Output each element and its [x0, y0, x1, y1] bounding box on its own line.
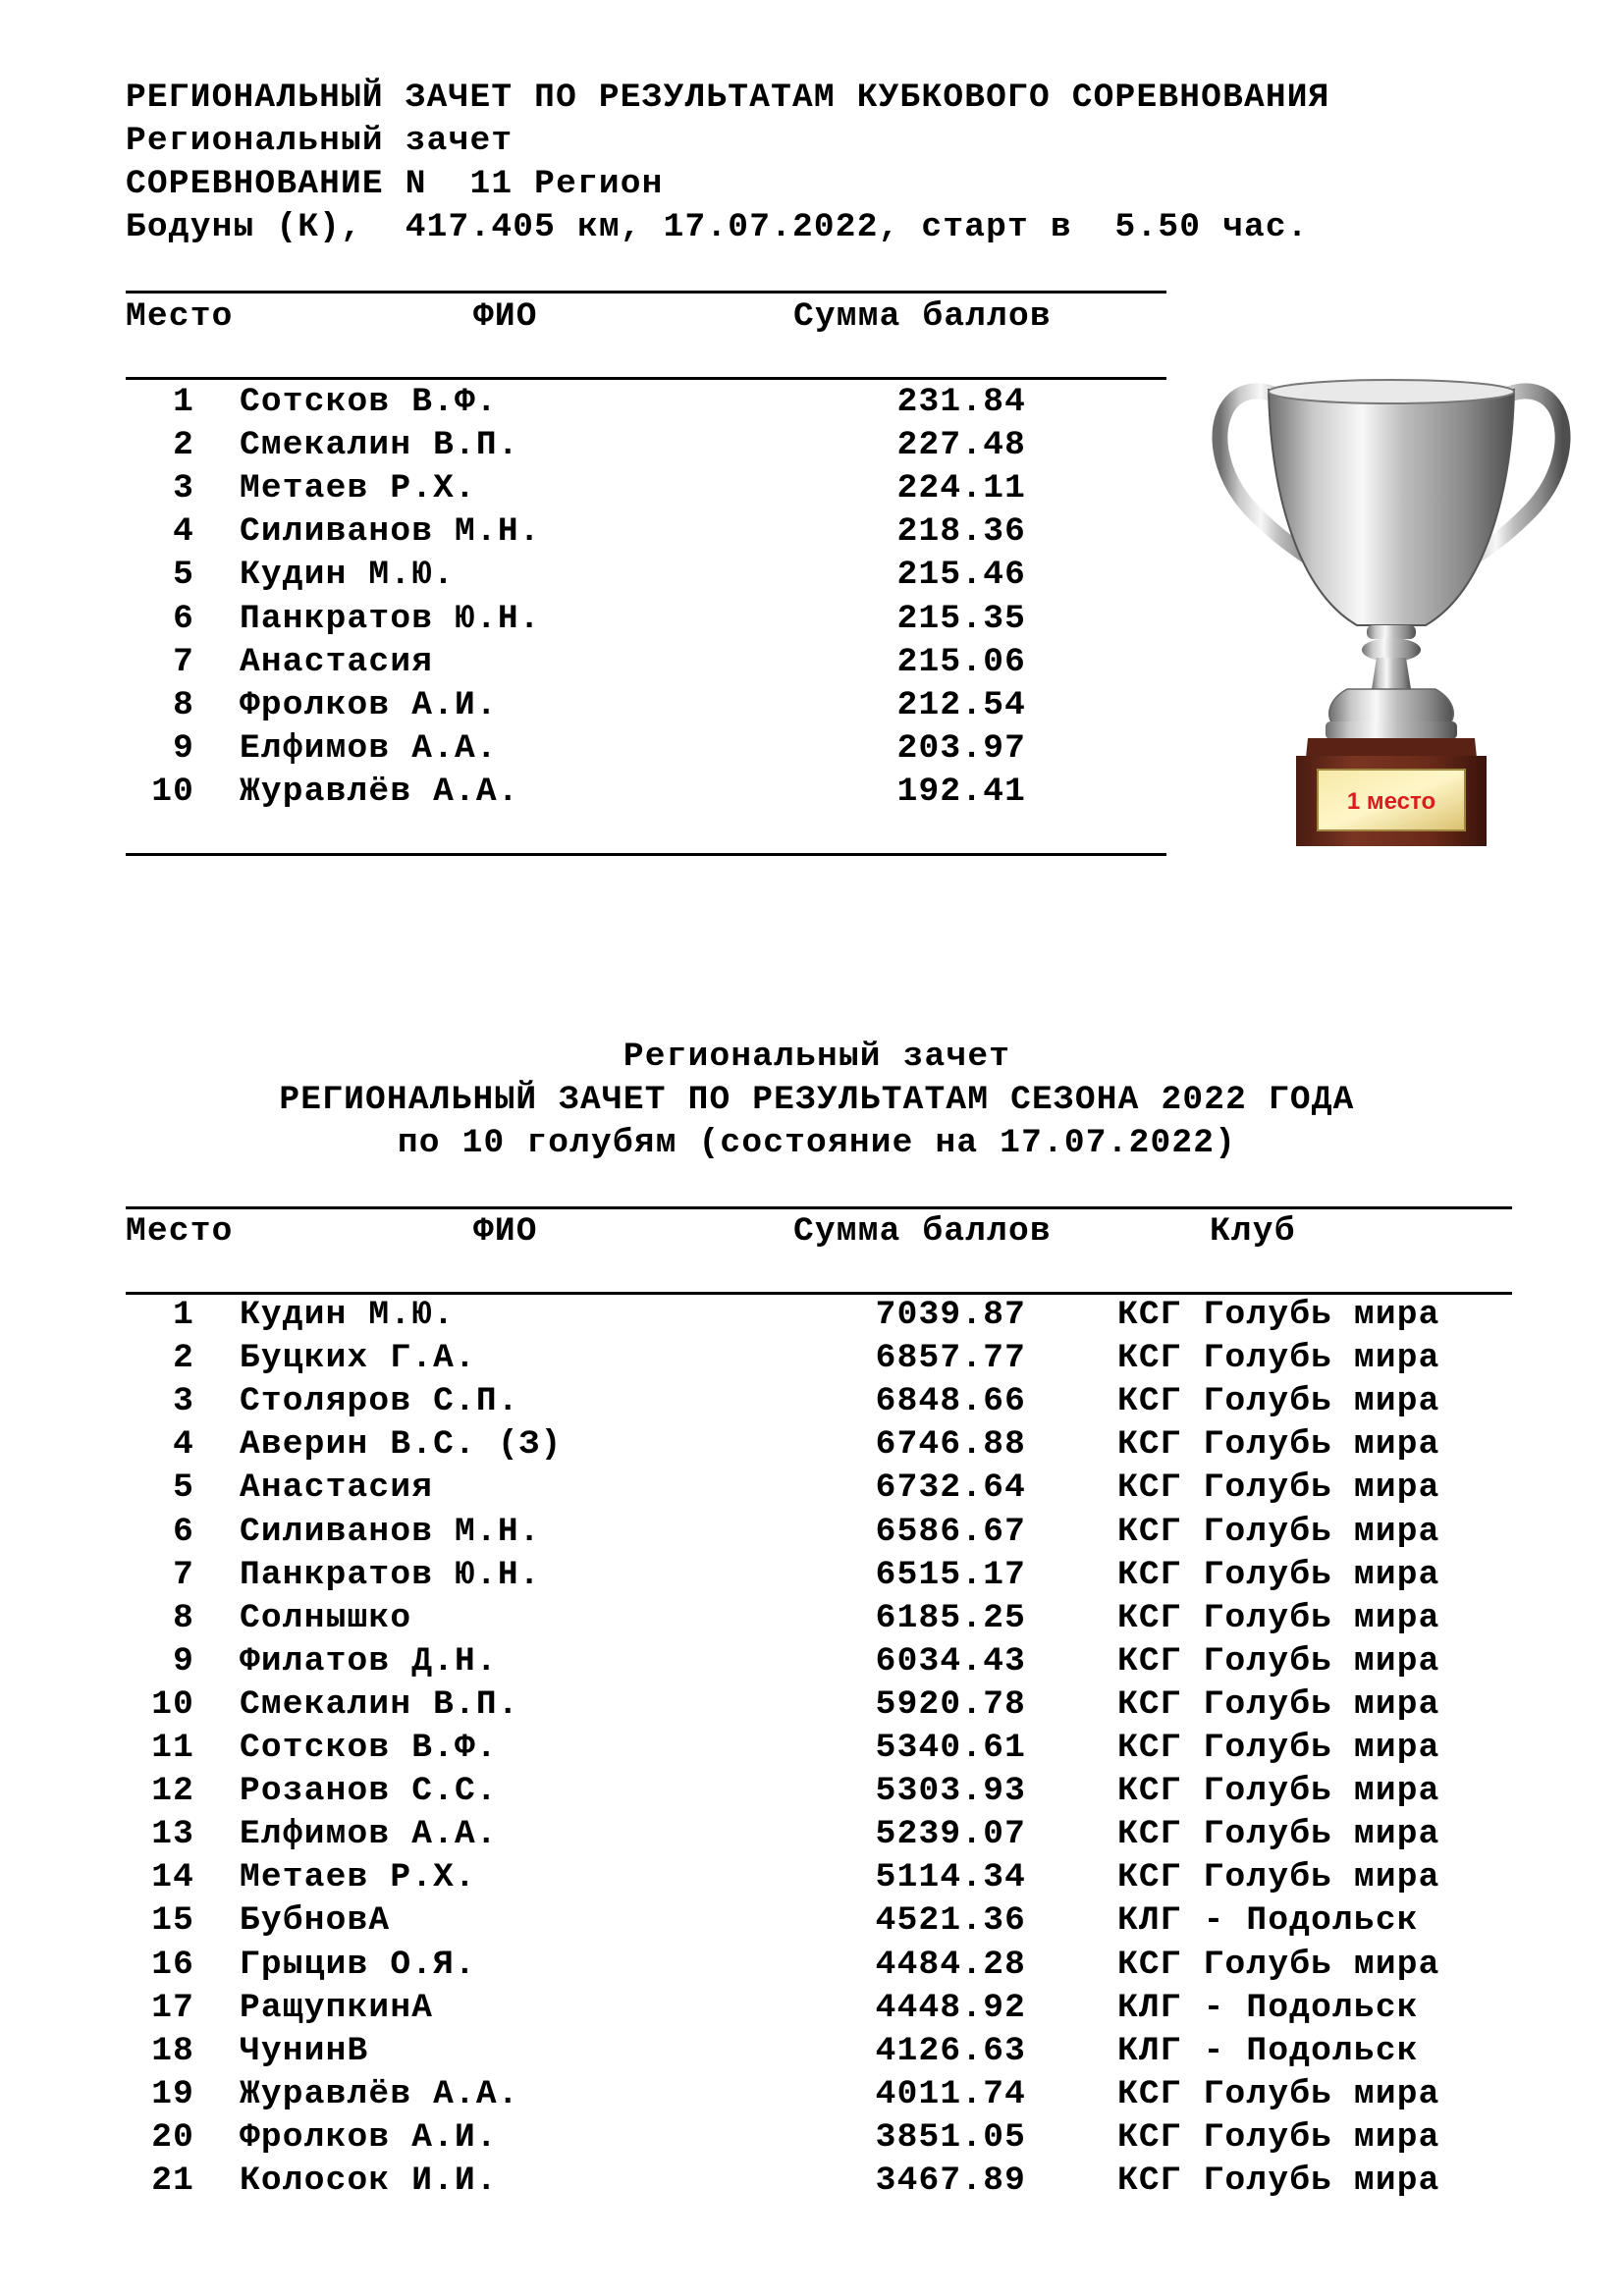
row-name: Силиванов М.Н. — [240, 1512, 541, 1551]
row-club: КСГ Голубь мира — [1117, 2162, 1440, 2200]
row-name: Сотсков В.Ф. — [240, 1729, 498, 1767]
row-name: Панкратов Ю.Н. — [240, 1555, 541, 1594]
table-row — [0, 1467, 1624, 1510]
row-place: 1 — [173, 1296, 194, 1334]
row-score: 6857.77 — [875, 1339, 1026, 1378]
table-top-rule — [126, 291, 1166, 294]
row-score: 218.36 — [896, 512, 1026, 552]
row-place: 4 — [173, 1425, 194, 1465]
row-name: Сотсков В.Ф. — [240, 383, 498, 421]
row-name: Метаев Р.Х. — [240, 469, 476, 508]
row-name: Филатов Д.Н. — [240, 1641, 498, 1681]
row-place: 18 — [151, 2031, 194, 2070]
row-score: 4448.92 — [875, 1988, 1026, 2027]
table-row — [0, 2116, 1624, 2160]
row-club: КСГ Голубь мира — [1117, 2074, 1440, 2113]
row-place: 1 — [173, 383, 194, 421]
competition-details: Бодуны (К), 417.405 км, 17.07.2022, старт в 5.50 час. — [126, 208, 1309, 246]
row-score: 4011.74 — [875, 2074, 1026, 2113]
row-score: 4126.63 — [875, 2031, 1026, 2070]
trophy-plate-label: 1 место — [1346, 788, 1436, 815]
row-club: КСГ Голубь мира — [1117, 1772, 1440, 1811]
row-club: КЛГ - Подольск — [1117, 2031, 1419, 2070]
row-name: Смекалин В.П. — [240, 426, 519, 465]
report-subtitle: Региональный зачет — [126, 122, 514, 160]
table-row — [0, 1597, 1624, 1640]
season-column-header-club: Клуб — [1210, 1212, 1296, 1251]
row-name: Смекалин В.П. — [240, 1684, 519, 1724]
table-row — [0, 1294, 1624, 1337]
table-row — [0, 1337, 1624, 1380]
column-header-place: Место — [126, 297, 234, 336]
row-name: Журавлёв А.А. — [240, 772, 519, 811]
row-place: 14 — [151, 1858, 194, 1897]
row-score: 215.06 — [896, 642, 1026, 681]
row-place: 3 — [173, 1382, 194, 1421]
row-club: КСГ Голубь мира — [1117, 1729, 1440, 1767]
row-score: 5303.93 — [875, 1772, 1026, 1811]
row-score: 203.97 — [896, 728, 1026, 768]
row-club: КСГ Голубь мира — [1117, 1468, 1440, 1508]
row-place: 15 — [151, 1901, 194, 1941]
row-club: КСГ Голубь мира — [1117, 1296, 1440, 1334]
competition-number: СОРЕВНОВАНИЕ N 11 Регион — [126, 165, 664, 203]
row-name: РащупкинА — [240, 1988, 434, 2027]
row-place: 3 — [173, 469, 194, 508]
row-score: 7039.87 — [875, 1296, 1026, 1334]
row-score: 5340.61 — [875, 1729, 1026, 1767]
column-header-name: ФИО — [473, 297, 538, 336]
row-name: Фролков А.И. — [240, 685, 498, 724]
row-place: 19 — [151, 2074, 194, 2113]
row-name: Анастасия — [240, 642, 434, 681]
row-club: КСГ Голубь мира — [1117, 1684, 1440, 1724]
row-score: 192.41 — [896, 772, 1026, 811]
row-name: Метаев Р.Х. — [240, 1858, 476, 1897]
row-score: 227.48 — [896, 426, 1026, 465]
row-club: КСГ Голубь мира — [1117, 1425, 1440, 1465]
row-place: 10 — [151, 772, 194, 811]
table-row — [0, 2073, 1624, 2116]
row-place: 7 — [173, 1555, 194, 1594]
row-club: КЛГ - Подольск — [1117, 1901, 1419, 1941]
table-row — [0, 1987, 1624, 2030]
row-place: 12 — [151, 1772, 194, 1811]
row-name: Грыцив О.Я. — [240, 1945, 476, 1984]
table-row — [0, 2030, 1624, 2073]
row-score: 4521.36 — [875, 1901, 1026, 1941]
row-score: 5114.34 — [875, 1858, 1026, 1897]
table-row — [0, 1423, 1624, 1467]
table-row — [0, 1683, 1624, 1727]
table-row — [0, 1727, 1624, 1770]
row-club: КСГ Голубь мира — [1117, 1555, 1440, 1594]
row-place: 2 — [173, 426, 194, 465]
row-place: 2 — [173, 1339, 194, 1378]
row-club: КЛГ - Подольск — [1117, 1988, 1419, 2027]
row-place: 16 — [151, 1945, 194, 1984]
row-name: Буцких Г.А. — [240, 1339, 476, 1378]
row-score: 5239.07 — [875, 1815, 1026, 1854]
row-score: 6746.88 — [875, 1425, 1026, 1465]
season-title: РЕГИОНАЛЬНЫЙ ЗАЧЕТ ПО РЕЗУЛЬТАТАМ СЕЗОНА 2022 ГОДА — [279, 1081, 1355, 1119]
row-score: 3467.89 — [875, 2162, 1026, 2200]
row-score: 6185.25 — [875, 1598, 1026, 1637]
row-club: КСГ Голубь мира — [1117, 1382, 1440, 1421]
row-place: 20 — [151, 2117, 194, 2157]
table-row — [0, 1380, 1624, 1423]
row-place: 8 — [173, 1598, 194, 1637]
row-name: Колосок И.И. — [240, 2162, 498, 2200]
row-score: 5920.78 — [875, 1684, 1026, 1724]
table-row — [0, 1856, 1624, 1899]
row-place: 5 — [173, 556, 194, 595]
row-club: КСГ Голубь мира — [1117, 1815, 1440, 1854]
table-row — [0, 1554, 1624, 1597]
row-place: 10 — [151, 1684, 194, 1724]
row-score: 6732.64 — [875, 1468, 1026, 1508]
row-score: 6034.43 — [875, 1641, 1026, 1681]
season-column-header-score: Сумма баллов — [793, 1212, 1052, 1251]
row-place: 9 — [173, 728, 194, 768]
table-row — [0, 1511, 1624, 1554]
season-column-header-place: Место — [126, 1212, 234, 1251]
report-title: РЕГИОНАЛЬНЫЙ ЗАЧЕТ ПО РЕЗУЛЬТАТАМ КУБКОВОГО СОРЕВНОВАНИЯ — [126, 79, 1330, 117]
row-name: Елфимов А.А. — [240, 1815, 498, 1854]
row-score: 215.35 — [896, 599, 1026, 638]
row-place: 6 — [173, 1512, 194, 1551]
row-name: ЧунинВ — [240, 2031, 369, 2070]
table-row — [0, 1770, 1624, 1813]
row-name: БубновА — [240, 1901, 391, 1941]
row-name: Кудин М.Ю. — [240, 556, 456, 595]
table-row — [0, 1640, 1624, 1683]
row-name: Кудин М.Ю. — [240, 1296, 456, 1334]
row-name: Панкратов Ю.Н. — [240, 599, 541, 638]
row-place: 4 — [173, 512, 194, 552]
row-name: Фролков А.И. — [240, 2117, 498, 2157]
row-name: Солнышко — [240, 1598, 412, 1637]
table-row — [0, 1899, 1624, 1943]
row-place: 7 — [173, 642, 194, 681]
season-subtitle: Региональный зачет — [623, 1038, 1011, 1076]
row-club: КСГ Голубь мира — [1117, 1641, 1440, 1681]
row-name: Анастасия — [240, 1468, 434, 1508]
row-score: 4484.28 — [875, 1945, 1026, 1984]
table-row — [0, 2160, 1624, 2203]
season-table-header-row — [0, 1210, 1624, 1254]
row-score: 231.84 — [896, 383, 1026, 421]
row-club: КСГ Голубь мира — [1117, 1598, 1440, 1637]
row-name: Розанов С.С. — [240, 1772, 498, 1811]
row-place: 13 — [151, 1815, 194, 1854]
row-score: 212.54 — [896, 685, 1026, 724]
row-score: 215.46 — [896, 556, 1026, 595]
row-score: 224.11 — [896, 469, 1026, 508]
row-club: КСГ Голубь мира — [1117, 2117, 1440, 2157]
row-score: 6848.66 — [875, 1382, 1026, 1421]
row-score: 3851.05 — [875, 2117, 1026, 2157]
row-place: 21 — [151, 2162, 194, 2200]
row-score: 6515.17 — [875, 1555, 1026, 1594]
trophy-cup-icon — [1200, 346, 1583, 846]
row-club: КСГ Голубь мира — [1117, 1512, 1440, 1551]
table-header-rule — [126, 377, 1166, 380]
row-place: 11 — [151, 1729, 194, 1767]
row-place: 9 — [173, 1641, 194, 1681]
season-column-header-name: ФИО — [473, 1212, 538, 1251]
row-club: КСГ Голубь мира — [1117, 1339, 1440, 1378]
row-score: 6586.67 — [875, 1512, 1026, 1551]
table-row — [0, 1944, 1624, 1987]
row-club: КСГ Голубь мира — [1117, 1858, 1440, 1897]
row-name: Елфимов А.А. — [240, 728, 498, 768]
table-bottom-rule — [126, 853, 1166, 856]
row-place: 17 — [151, 1988, 194, 2027]
row-place: 5 — [173, 1468, 194, 1508]
row-club: КСГ Голубь мира — [1117, 1945, 1440, 1984]
row-name: Аверин В.С. (З) — [240, 1425, 563, 1465]
season-status: по 10 голубям (состояние на 17.07.2022) — [397, 1124, 1237, 1162]
table-header-row — [0, 295, 1624, 339]
row-place: 6 — [173, 599, 194, 638]
row-name: Столяров С.П. — [240, 1382, 519, 1421]
table-row — [0, 1813, 1624, 1856]
season-table-top-rule — [126, 1206, 1512, 1209]
row-name: Журавлёв А.А. — [240, 2074, 519, 2113]
column-header-score: Сумма баллов — [793, 297, 1052, 336]
row-place: 8 — [173, 685, 194, 724]
row-name: Силиванов М.Н. — [240, 512, 541, 552]
